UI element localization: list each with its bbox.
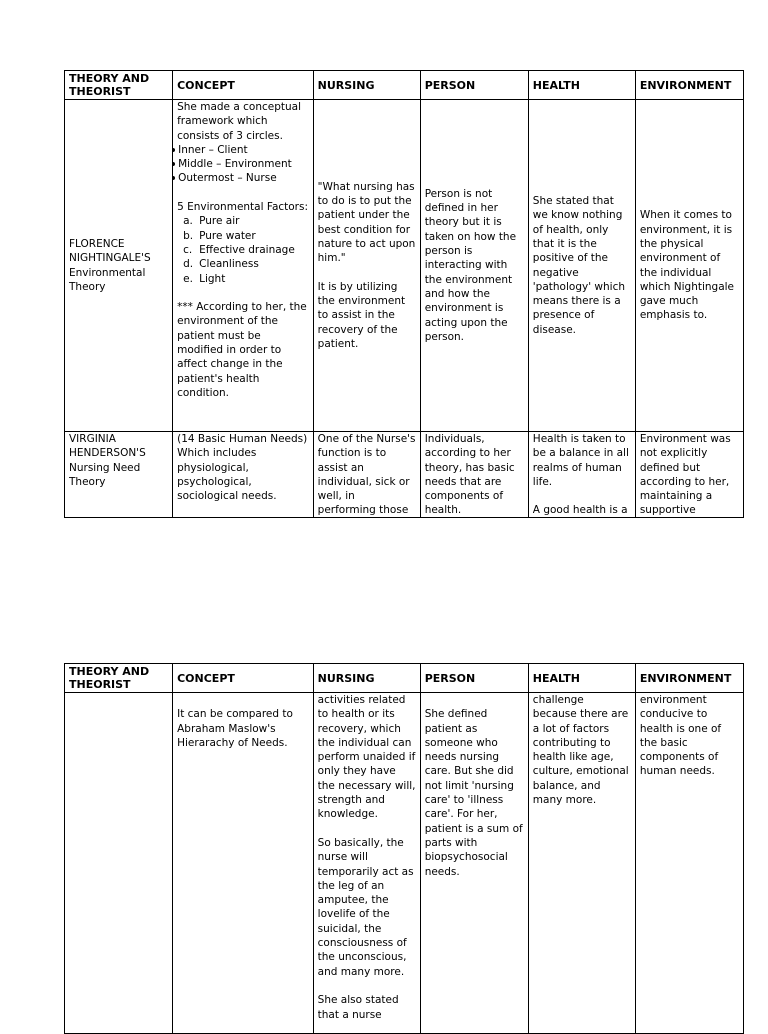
- header-person: PERSON: [420, 664, 528, 693]
- table-header-row: [65, 664, 744, 693]
- header-nursing: NURSING: [313, 664, 420, 693]
- header-concept: CONCEPT: [173, 71, 314, 100]
- table-row: [65, 693, 744, 1034]
- environment-cell: When it comes to environment, it is the physical environment of the individual which Nightingale gave much emphasis to.: [635, 100, 743, 432]
- environment-cell: [635, 432, 743, 518]
- circles-list: [177, 143, 309, 186]
- table-row: [65, 100, 744, 432]
- theory-name: FLORENCE NIGHTINGALE'S Environmental Theory: [69, 237, 151, 293]
- person-body: She defined patient as someone who needs nursing care. But she did not limit 'nursing care' to 'illness care'. For her, patient is a sum of parts with biopsychosocial needs.: [424, 708, 523, 878]
- theory-name: VIRGINIA HENDERSON'S Nursing Need Theory: [69, 433, 146, 488]
- environment-text: Environment was not explicitly defined but according to her, maintaining a supportive: [639, 433, 731, 516]
- header-nursing: NURSING: [313, 71, 420, 100]
- concept-text: [177, 693, 309, 1033]
- list-item: Outermost – Nurse: [178, 171, 309, 185]
- nursing-cell: [313, 693, 420, 1034]
- theory-cell: [65, 100, 173, 432]
- list-item: Inner – Client: [178, 143, 309, 157]
- nursing-text: One of the Nurse's function is to assist an individual, sick or well, in performing those: [317, 433, 416, 516]
- person-text: Individuals, according to her theory, has basic needs that are components of health.: [424, 433, 515, 516]
- header-theory: THEORY AND THEORIST: [65, 664, 173, 693]
- list-item: Middle – Environment: [178, 157, 309, 171]
- environment-text: environment conducive to health is one of the basic components of human needs.: [639, 694, 722, 778]
- health-text: challenge because there are a lot of factors contributing to health like age, culture, emotional balance, and many more.: [532, 694, 629, 807]
- concept-cell: [173, 693, 314, 1034]
- nursing-text: activities related to health or its recovery, which the individual can perform unaided if only they have the necessary will, strength and knowledge. So basically, the nurse will temporarily act as the leg of an amputee, the lovelife of the suicidal, the consciousness of the unconscious, and many more. She also stated that a nurse: [317, 694, 416, 1021]
- list-item: a. Pure air: [183, 215, 240, 228]
- list-item: c. Effective drainage: [183, 243, 295, 256]
- theory-cell: [65, 432, 173, 518]
- health-cell: She stated that we know nothing of health, only that it is the positive of the negative 'pathology' which means there is a presence of disease.: [528, 100, 635, 432]
- concept-text: (14 Basic Human Needs) Which includes physiological, psychological, sociological needs.: [177, 433, 308, 503]
- health-cell: [528, 432, 635, 518]
- person-cell: [420, 432, 528, 518]
- environment-cell: [635, 693, 743, 1034]
- factors-title: 5 Environmental Factors:: [177, 201, 309, 214]
- concept-note: *** According to her, the environment of the patient must be modified in order to affect change in the patient's health condition.: [177, 301, 307, 399]
- table-header-row: [65, 71, 744, 100]
- theory-name: [69, 693, 168, 1033]
- theory-cell: [65, 693, 173, 1034]
- health-text: Health is taken to be a balance in all realms of human life. A good health is a: [532, 433, 629, 516]
- person-cell: Person is not defined in her theory but it is taken on how the person is interacting with the environment and how the environment is acting upon the person.: [420, 100, 528, 432]
- header-concept: CONCEPT: [173, 664, 314, 693]
- header-health: HEALTH: [528, 664, 635, 693]
- person-cell: [420, 693, 528, 1034]
- factors-list: [177, 214, 309, 285]
- header-environment: ENVIRONMENT: [635, 664, 743, 693]
- nursing-cell: [313, 432, 420, 518]
- theory-table-1: [64, 70, 744, 518]
- list-item: b. Pure water: [183, 229, 256, 242]
- concept-body: It can be compared to Abraham Maslow's Hierarachy of Needs.: [177, 708, 293, 749]
- list-item: e. Light: [183, 272, 226, 285]
- concept-intro: She made a conceptual framework which consists of 3 circles.: [177, 101, 301, 142]
- concept-cell: [173, 432, 314, 518]
- nursing-cell: "What nursing has to do is to put the patient under the best condition for nature to act upon him." It is by utilizing the environment to assist in the recovery of the patient.: [313, 100, 420, 432]
- list-item: d. Cleanliness: [183, 258, 259, 271]
- table-row: [65, 432, 744, 518]
- header-person: PERSON: [420, 71, 528, 100]
- header-health: HEALTH: [528, 71, 635, 100]
- theory-table-2: [64, 663, 744, 1034]
- header-environment: ENVIRONMENT: [635, 71, 743, 100]
- person-text: [425, 693, 524, 1033]
- concept-cell: [173, 100, 314, 432]
- health-cell: [528, 693, 635, 1034]
- header-theory: THEORY AND THEORIST: [65, 71, 173, 100]
